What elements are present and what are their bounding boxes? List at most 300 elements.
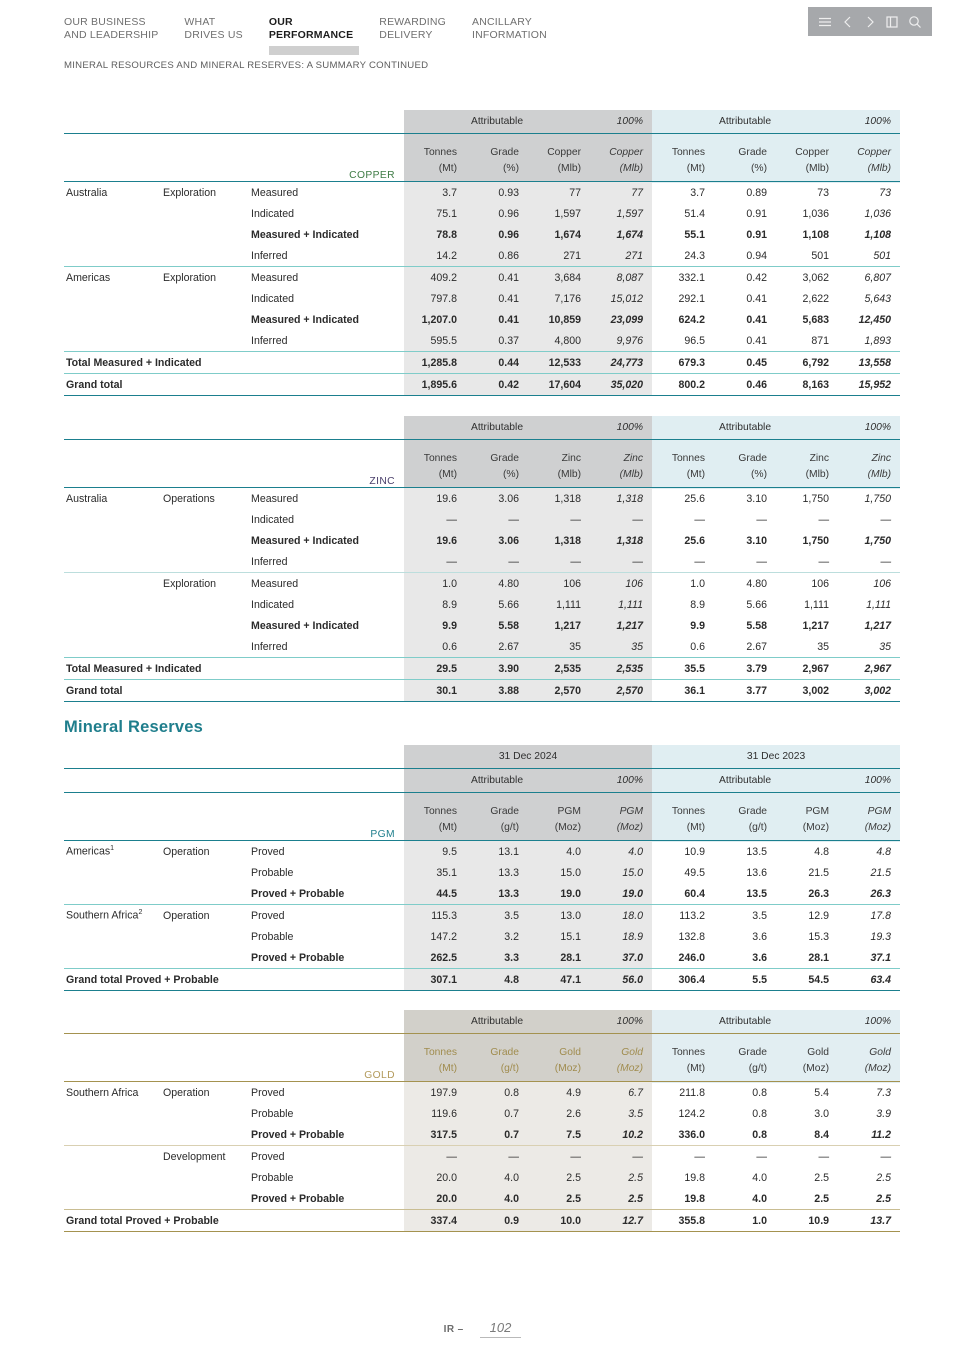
value-cell: 7,176 <box>528 288 590 309</box>
nav-tab-line1: WHAT <box>184 16 216 28</box>
category-cell: Inferred <box>251 640 288 653</box>
value-cell: 5.66 <box>746 598 768 611</box>
value-cell: 20.0 <box>404 1167 466 1188</box>
value-cell: 4.80 <box>746 577 768 590</box>
col-header-4: PGM <box>590 793 652 817</box>
type-cell <box>161 594 249 615</box>
type-cell <box>161 224 249 245</box>
table-row <box>64 245 900 267</box>
value-cell: 15,012 <box>590 288 652 309</box>
value-cell: 113.2 <box>679 909 706 922</box>
value-cell: — <box>404 551 466 573</box>
value-cell: 28.1 <box>528 947 590 969</box>
section-title-pgm: PGM <box>370 829 395 840</box>
nav-tab-line1: OUR <box>268 16 293 28</box>
value-cell: 1,217 <box>528 615 590 636</box>
group-header-row <box>64 416 900 440</box>
search-icon[interactable] <box>907 14 923 30</box>
type-cell: Development <box>163 1150 226 1163</box>
total-value-cell: 2,967 <box>864 662 892 675</box>
total-value-cell: 54.5 <box>808 973 830 986</box>
table-row <box>64 203 900 224</box>
type-cell <box>161 309 249 330</box>
value-cell: 2.5 <box>590 1167 652 1188</box>
total-row <box>64 658 900 680</box>
value-cell: 4.0 <box>752 1171 768 1184</box>
value-cell: 19.8 <box>684 1171 706 1184</box>
value-cell: 96.5 <box>684 334 706 347</box>
region-cell <box>64 224 161 245</box>
region-cell: Southern Africa <box>66 1086 139 1099</box>
nav-tab-line1: ANCILLARY <box>472 16 532 28</box>
value-cell: 26.3 <box>808 887 830 900</box>
value-cell: 1.0 <box>404 573 466 594</box>
col-header-2: Grade <box>466 440 528 464</box>
value-cell: 271 <box>590 245 652 267</box>
total-value-cell: 2,570 <box>528 680 590 702</box>
total-value-cell: 0.45 <box>746 356 768 369</box>
value-cell: 197.9 <box>404 1082 466 1103</box>
total-label: Total Measured + Indicated <box>66 662 202 675</box>
value-cell: 0.91 <box>746 228 768 241</box>
pct100-2024: 100% <box>590 110 652 134</box>
total-value-cell: 6,792 <box>802 356 830 369</box>
value-cell: 0.41 <box>466 309 528 330</box>
total-row <box>64 1210 900 1232</box>
total-value-cell: 15,952 <box>858 378 892 391</box>
col-unit-3: (Moz) <box>528 817 590 841</box>
viewer-toolbar[interactable] <box>808 7 932 36</box>
value-cell: 18.0 <box>590 905 652 926</box>
type-cell: Operation <box>163 909 210 922</box>
value-cell: — <box>590 1146 652 1167</box>
value-cell: 4.0 <box>528 841 590 862</box>
date-2024-header: 31 Dec 2024 <box>404 745 652 769</box>
value-cell: 246.0 <box>678 951 706 964</box>
total-value-cell: 24,773 <box>590 352 652 374</box>
value-cell: 1.0 <box>690 577 706 590</box>
value-cell: 60.4 <box>684 887 706 900</box>
col-unit-5: (Mt) <box>652 817 714 841</box>
value-cell: 19.0 <box>590 883 652 905</box>
value-cell: 262.5 <box>404 947 466 969</box>
value-cell: 73 <box>817 186 830 199</box>
value-cell: 4,800 <box>528 330 590 352</box>
type-cell <box>161 1167 249 1188</box>
value-cell: 35 <box>590 636 652 658</box>
attributable-2024: Attributable <box>404 1010 590 1034</box>
value-cell: 3.10 <box>746 534 768 547</box>
value-cell: 2.67 <box>746 640 768 653</box>
type-cell <box>161 615 249 636</box>
section-title-copper: COPPER <box>349 170 395 181</box>
value-cell: — <box>590 551 652 573</box>
region-cell <box>64 926 161 947</box>
value-cell: 12.9 <box>808 909 830 922</box>
value-cell: 1,318 <box>590 530 652 551</box>
value-cell: 5,683 <box>802 313 830 326</box>
column-header-line1 <box>64 134 900 158</box>
value-cell: 3,062 <box>802 271 830 284</box>
value-cell: — <box>404 509 466 530</box>
pct100-2024: 100% <box>590 416 652 440</box>
category-cell: Measured <box>251 271 299 284</box>
prev-page-icon[interactable] <box>840 14 856 30</box>
table-row <box>64 905 900 926</box>
total-value-cell: 63.4 <box>870 973 892 986</box>
value-cell: 10.2 <box>590 1124 652 1146</box>
total-value-cell: 3.77 <box>746 684 768 697</box>
table-copper <box>64 110 900 396</box>
value-cell: 0.37 <box>466 330 528 352</box>
col-header-5: Tonnes <box>652 1034 714 1058</box>
value-cell: 3.3 <box>466 947 528 969</box>
region-cell <box>64 594 161 615</box>
page-footer <box>0 1319 965 1337</box>
value-cell: 13.1 <box>466 841 528 862</box>
table-bottom-rule <box>64 1232 900 1233</box>
value-cell: 4.0 <box>590 841 652 862</box>
value-cell: 106 <box>811 577 830 590</box>
region-cell <box>64 883 161 905</box>
col-header-6: Grade <box>714 793 776 817</box>
type-cell <box>161 926 249 947</box>
total-value-cell: 5.5 <box>752 973 768 986</box>
col-unit-4: (Mlb) <box>590 158 652 182</box>
nav-tab-line1: REWARDING <box>379 16 447 28</box>
value-cell: 271 <box>528 245 590 267</box>
value-cell: 0.8 <box>752 1128 768 1141</box>
rule-line <box>64 991 900 992</box>
total-value-cell: 2,570 <box>590 680 652 702</box>
value-cell: 15.0 <box>590 862 652 883</box>
value-cell: 2.5 <box>528 1188 590 1210</box>
rule-line <box>64 702 900 703</box>
value-cell: 0.6 <box>690 640 706 653</box>
col-header-7: PGM <box>776 793 838 817</box>
pct100-2024: 100% <box>590 1010 652 1034</box>
value-cell: 11.2 <box>871 1128 892 1141</box>
region-cell <box>64 551 161 573</box>
value-cell: 4.9 <box>528 1082 590 1103</box>
col-unit-7: (Mlb) <box>776 158 838 182</box>
attributable-2023: Attributable <box>652 1010 838 1034</box>
value-cell: 3.10 <box>746 492 768 505</box>
value-cell: 1,597 <box>590 203 652 224</box>
value-cell: 10,859 <box>528 309 590 330</box>
col-header-3: Copper <box>528 134 590 158</box>
value-cell: 26.3 <box>870 887 892 900</box>
total-value-cell: 29.5 <box>404 658 466 680</box>
table-row <box>64 636 900 658</box>
table-row <box>64 862 900 883</box>
value-cell: 3.6 <box>752 930 768 943</box>
value-cell: 2.5 <box>590 1188 652 1210</box>
total-label: Grand total Proved + Probable <box>66 1214 219 1227</box>
category-cell: Proved + Probable <box>251 1128 345 1141</box>
table-row <box>64 182 900 203</box>
total-label: Grand total <box>66 684 123 697</box>
value-cell: 5.58 <box>466 615 528 636</box>
value-cell: — <box>880 555 892 568</box>
value-cell: 501 <box>873 249 892 262</box>
region-cell <box>64 1167 161 1188</box>
nav-tab-line1: OUR BUSINESS <box>64 16 146 28</box>
value-cell: — <box>818 513 830 526</box>
category-cell: Probable <box>251 1107 294 1120</box>
value-cell: 3.5 <box>466 905 528 926</box>
category-cell: Inferred <box>251 249 288 262</box>
col-header-4: Copper <box>590 134 652 158</box>
value-cell: 14.2 <box>404 245 466 267</box>
table-row <box>64 551 900 573</box>
nav-tab-1[interactable] <box>64 16 158 42</box>
value-cell: 77 <box>590 182 652 203</box>
total-value-cell: 2,535 <box>528 658 590 680</box>
type-cell <box>161 1103 249 1124</box>
value-cell: 0.7 <box>466 1103 528 1124</box>
value-cell: 1,111 <box>804 598 830 611</box>
value-cell: — <box>880 513 892 526</box>
value-cell: — <box>528 1146 590 1167</box>
value-cell: — <box>756 513 768 526</box>
value-cell: — <box>466 1146 528 1167</box>
col-header-3: Zinc <box>528 440 590 464</box>
footer-ir-label: IR – <box>443 1324 464 1335</box>
value-cell: 35 <box>879 640 892 653</box>
value-cell: 4.8 <box>814 845 830 858</box>
total-value-cell: 355.8 <box>678 1214 706 1227</box>
value-cell: 0.94 <box>746 249 768 262</box>
table-bottom-rule <box>64 396 900 397</box>
value-cell: 10.9 <box>684 845 706 858</box>
table-row <box>64 841 900 862</box>
col-header-5: Tonnes <box>652 440 714 464</box>
col-header-7: Zinc <box>776 440 838 464</box>
col-header-6: Grade <box>714 134 776 158</box>
col-header-1: Tonnes <box>404 1034 466 1058</box>
region-cell <box>64 615 161 636</box>
column-header-line1 <box>64 440 900 464</box>
col-unit-1: (Mt) <box>404 1058 466 1082</box>
col-header-5: Tonnes <box>652 793 714 817</box>
nav-tab-2[interactable] <box>184 16 242 42</box>
table-bottom-rule <box>64 991 900 992</box>
value-cell: 119.6 <box>404 1103 466 1124</box>
total-value-cell: 0.46 <box>746 378 768 391</box>
table-gold <box>64 1010 900 1232</box>
table-row <box>64 1146 900 1167</box>
column-header-line1 <box>64 1034 900 1058</box>
total-value-cell: 30.1 <box>404 680 466 702</box>
nav-tab-line2: INFORMATION <box>472 29 547 41</box>
region-cell <box>64 573 161 594</box>
type-cell <box>161 509 249 530</box>
total-value-cell: 306.4 <box>678 973 706 986</box>
col-header-8: Zinc <box>838 440 900 464</box>
date-2023-header: 31 Dec 2023 <box>652 745 900 769</box>
page-view-icon[interactable] <box>884 14 900 30</box>
value-cell: 4.0 <box>466 1188 528 1210</box>
type-cell <box>161 636 249 658</box>
col-header-8: Copper <box>838 134 900 158</box>
value-cell: 9.9 <box>404 615 466 636</box>
col-unit-8: (Moz) <box>838 817 900 841</box>
region-cell <box>64 330 161 352</box>
section-title-zinc: ZINC <box>369 476 395 487</box>
value-cell: 1,318 <box>590 488 652 509</box>
col-unit-1: (Mt) <box>404 158 466 182</box>
table-row <box>64 509 900 530</box>
section-title-gold: GOLD <box>364 1070 395 1081</box>
nav-tab-5[interactable] <box>472 16 547 42</box>
value-cell: 12,450 <box>858 313 892 326</box>
total-value-cell: 0.9 <box>466 1210 528 1232</box>
value-cell: 292.1 <box>678 292 706 305</box>
total-value-cell: 13,558 <box>858 356 892 369</box>
attributable-2023: Attributable <box>652 769 838 793</box>
value-cell: 3.7 <box>404 182 466 203</box>
value-cell: 3.2 <box>466 926 528 947</box>
value-cell: 44.5 <box>404 883 466 905</box>
footnote-marker: 1 <box>110 845 115 853</box>
col-unit-1: (Mt) <box>404 464 466 488</box>
col-header-8: Gold <box>838 1034 900 1058</box>
total-value-cell: 12,533 <box>528 352 590 374</box>
category-cell: Proved + Probable <box>251 887 345 900</box>
total-value-cell: 679.3 <box>678 356 706 369</box>
value-cell: 871 <box>811 334 830 347</box>
value-cell: 13.0 <box>528 905 590 926</box>
category-cell: Measured <box>251 577 299 590</box>
value-cell: 19.0 <box>528 883 590 905</box>
menu-icon[interactable] <box>817 14 833 30</box>
value-cell: 1,893 <box>864 334 892 347</box>
value-cell: — <box>404 1146 466 1167</box>
total-value-cell: 3.90 <box>466 658 528 680</box>
total-value-cell: 337.4 <box>404 1210 466 1232</box>
value-cell: 25.6 <box>684 492 706 505</box>
value-cell: — <box>694 1150 706 1163</box>
value-cell: 0.42 <box>746 271 768 284</box>
title-spacer <box>64 1010 404 1034</box>
value-cell: 3.7 <box>690 186 706 199</box>
table-row <box>64 288 900 309</box>
title-spacer <box>64 769 404 793</box>
col-unit-7: (Mlb) <box>776 464 838 488</box>
value-cell: 78.8 <box>404 224 466 245</box>
value-cell: 0.41 <box>746 313 768 326</box>
rule-line <box>64 1232 900 1233</box>
type-cell: Operation <box>163 845 210 858</box>
type-cell: Exploration <box>163 186 216 199</box>
type-cell <box>161 530 249 551</box>
region-cell <box>64 245 161 267</box>
category-cell: Proved <box>251 1150 285 1163</box>
value-cell: 20.0 <box>404 1188 466 1210</box>
spacer-cell <box>64 745 404 769</box>
table-bottom-rule <box>64 702 900 703</box>
category-cell: Measured + Indicated <box>251 313 360 326</box>
pct100-2023: 100% <box>838 416 900 440</box>
value-cell: 13.5 <box>746 845 768 858</box>
col-unit-4: (Mlb) <box>590 464 652 488</box>
category-cell: Measured + Indicated <box>251 228 360 241</box>
value-cell: 8.9 <box>690 598 706 611</box>
value-cell: 0.8 <box>752 1107 768 1120</box>
region-cell: Australia <box>66 186 108 199</box>
attributable-2023: Attributable <box>652 110 838 134</box>
category-cell: Measured + Indicated <box>251 619 360 632</box>
value-cell: 1,207.0 <box>404 309 466 330</box>
value-cell: 595.5 <box>404 330 466 352</box>
type-cell <box>161 330 249 352</box>
col-unit-5: (Mt) <box>652 1058 714 1082</box>
value-cell: 4.0 <box>466 1167 528 1188</box>
next-page-icon[interactable] <box>862 14 878 30</box>
value-cell: 1,318 <box>528 530 590 551</box>
value-cell: 0.41 <box>746 292 768 305</box>
total-value-cell: 1.0 <box>752 1214 768 1227</box>
attributable-2024: Attributable <box>404 769 590 793</box>
total-value-cell: 3.88 <box>466 680 528 702</box>
value-cell: 3.5 <box>752 909 768 922</box>
value-cell: 1,597 <box>528 203 590 224</box>
col-unit-6: (%) <box>714 464 776 488</box>
footnote-marker: 2 <box>138 909 143 917</box>
type-cell <box>161 947 249 969</box>
total-value-cell: 3.79 <box>746 662 768 675</box>
value-cell: 8,087 <box>590 267 652 288</box>
region-cell <box>64 636 161 658</box>
value-cell: 1,217 <box>802 619 830 632</box>
category-cell: Measured <box>251 492 299 505</box>
value-cell: 15.3 <box>808 930 830 943</box>
col-unit-5: (Mt) <box>652 158 714 182</box>
nav-tab-4[interactable] <box>379 16 446 42</box>
value-cell: 2.6 <box>528 1103 590 1124</box>
value-cell: 1,674 <box>528 224 590 245</box>
active-tab-underline <box>269 46 359 55</box>
total-value-cell: 3,002 <box>802 684 830 697</box>
value-cell: 3,684 <box>528 267 590 288</box>
col-unit-5: (Mt) <box>652 464 714 488</box>
value-cell: 2.5 <box>876 1171 892 1184</box>
value-cell: 0.93 <box>466 182 528 203</box>
col-unit-6: (g/t) <box>714 1058 776 1082</box>
value-cell: 797.8 <box>404 288 466 309</box>
value-cell: — <box>694 555 706 568</box>
total-row <box>64 352 900 374</box>
category-cell: Measured + Indicated <box>251 534 360 547</box>
category-cell: Probable <box>251 1171 294 1184</box>
value-cell: 4.80 <box>466 573 528 594</box>
value-cell: 19.3 <box>870 930 892 943</box>
value-cell: — <box>880 1150 892 1163</box>
value-cell: 7.5 <box>528 1124 590 1146</box>
region-cell: Southern Africa$^2$ <box>66 909 143 922</box>
nav-tab-3[interactable] <box>269 16 353 42</box>
value-cell: 3.06 <box>466 530 528 551</box>
value-cell: 77 <box>528 182 590 203</box>
col-header-2: Grade <box>466 793 528 817</box>
region-cell <box>64 1146 161 1167</box>
category-cell: Proved <box>251 1086 285 1099</box>
column-header-line1 <box>64 793 900 817</box>
total-value-cell: 35,020 <box>590 374 652 396</box>
value-cell: 0.8 <box>752 1086 768 1099</box>
value-cell: 1,750 <box>864 534 892 547</box>
